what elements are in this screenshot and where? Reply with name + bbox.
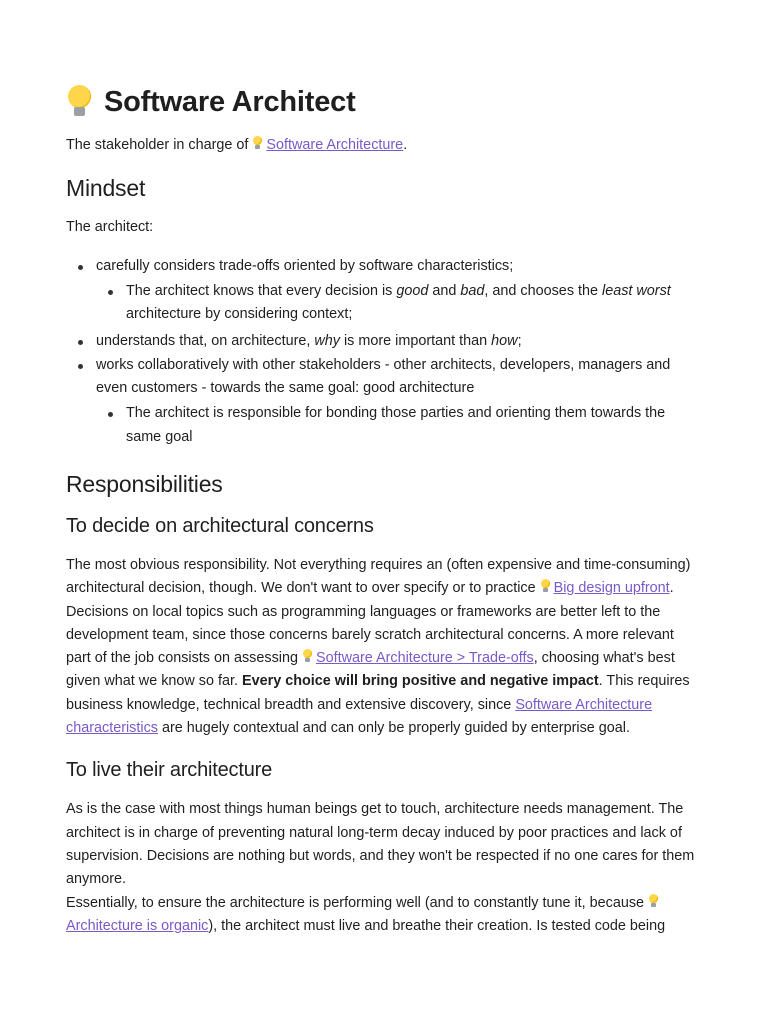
architecture-characteristics-link[interactable]: Software Architecture characteristics [66, 696, 653, 737]
live-heading: To live their architecture [66, 759, 273, 782]
sub-list [96, 402, 702, 449]
list-item-text: works collaboratively with other stakeholders - other architects, developers, managers and even customers - towards the same goal: good architecture [96, 356, 671, 397]
live-paragraph-1: As is the case with most things human beings get to touch, architecture needs management. The architect is in charge of preventing natural long-term decay induced by poor practices and lack of supervision. Decisions are nothing but words, and they won't be respected if no one cares for them anymore. [66, 801, 695, 888]
intro-text: The stakeholder in charge of [66, 137, 249, 153]
list-item [96, 255, 702, 327]
mindset-heading: Mindset [66, 175, 146, 202]
lightbulb-icon [252, 136, 262, 150]
big-design-upfront-link[interactable]: Big design upfront [540, 580, 670, 596]
intro-suffix: . [403, 137, 408, 153]
intro-paragraph [66, 134, 702, 157]
list-item: The architect knows that every decision is good and bad, and chooses the least worst architecture by considering context; [126, 280, 702, 327]
software-architecture-link[interactable] [252, 137, 403, 153]
lightbulb-icon [648, 894, 658, 908]
list-item: The architect is responsible for bonding those parties and orienting them towards the same goal [126, 402, 702, 449]
mindset-lead: The architect: [66, 219, 154, 236]
software-architecture-link-text: Software Architecture [266, 137, 404, 153]
lightbulb-icon [540, 579, 550, 593]
list-item: understands that, on architecture, why is more important than how; [96, 330, 702, 353]
decide-paragraph: The most obvious responsibility. Not everything requires an (often expensive and time-consuming) architectural decision, though. We don't want to over specify or to practice Big design upfront. Decisions on local topics such as programming languages or frameworks are better left to the development team, since those concerns barely scratch architectural concerns. A more relevant part of the job consists on assessing Software Architecture > Trade-offs, choosing what's best given what we know so far. Every choice will bring positive and negative impact. This requires business knowledge, technical breadth and extensive discovery, since Software Architecture characteristics are hugely contextual and can only be properly guided by enterprise goal. [66, 556, 691, 737]
page-title [66, 82, 702, 122]
trade-offs-link[interactable]: Software Architecture > Trade-offs [302, 650, 534, 666]
lightbulb-icon [302, 649, 312, 663]
sub-list [96, 280, 702, 327]
mindset-list [66, 255, 702, 449]
responsibilities-heading: Responsibilities [66, 470, 223, 497]
list-item-text: carefully considers trade-offs oriented by software characteristics; [96, 257, 514, 274]
decide-heading: To decide on architectural concerns [66, 514, 374, 537]
lightbulb-icon [66, 85, 94, 119]
architecture-is-organic-link[interactable]: Architecture is organic [66, 895, 662, 934]
list-item [96, 354, 702, 449]
document-content [66, 82, 702, 938]
live-paragraph-2: Essentially, to ensure the architecture is performing well (and to constantly tune it, because Architecture is organic), the architect must live and breathe their creation. Is tested code being [66, 894, 666, 934]
page-title-text: Software Architect [104, 86, 356, 118]
